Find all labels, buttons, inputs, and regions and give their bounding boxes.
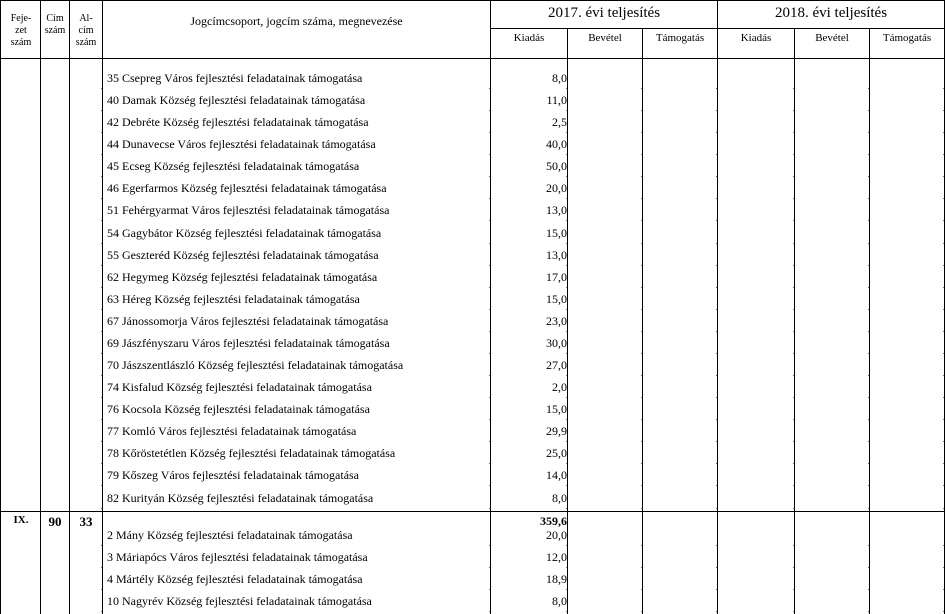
grid-tick [716, 220, 717, 221]
table-row-name: 45 Ecseg Község fejlesztési feladatainak támogatása [107, 159, 360, 174]
header-cim-l1: Cím [46, 13, 64, 24]
table-row-name: 54 Gagybátor Község fejlesztési feladatainak támogatása [107, 225, 382, 240]
grid-tick [566, 287, 567, 288]
table-row-name: 4 Mártély Község fejlesztési feladatainak támogatása [107, 572, 363, 586]
grid-tick [489, 132, 490, 133]
grid-tick [868, 485, 869, 486]
header-alcim [70, 13, 102, 49]
grid-tick [566, 397, 567, 398]
grid-tick [641, 88, 642, 89]
table-row-name: 42 Debréte Község fejlesztési feladatainak támogatása [107, 115, 369, 130]
table-row-value: 14,0 [546, 468, 567, 483]
grid-tick [793, 589, 794, 590]
grid-tick [793, 265, 794, 266]
header-title: Jogcímcsoport, jogcím száma, megnevezése [190, 14, 403, 28]
table-row-name: 79 Kőszeg Város fejlesztési feladatainak támogatása [107, 468, 360, 483]
grid-tick [641, 463, 642, 464]
header-fejezet [2, 13, 40, 49]
grid-tick [566, 353, 567, 354]
grid-tick [716, 611, 717, 612]
table-row-value: 17,0 [546, 269, 567, 284]
grid-tick [943, 88, 944, 89]
table-row-value: 27,0 [546, 358, 567, 373]
grid-tick [943, 110, 944, 111]
grid-tick [641, 176, 642, 177]
grid-tick [793, 485, 794, 486]
table-row-value: 15,0 [546, 291, 567, 306]
table-row-name: 77 Komló Város fejlesztési feladatainak támogatása [107, 424, 357, 439]
table-row-name: 76 Kocsola Község fejlesztési feladatainak támogatása [107, 402, 370, 417]
border-left [0, 0, 1, 614]
grid-tick [716, 110, 717, 111]
grid-tick [566, 545, 567, 546]
header-fejezet-l1: Feje- [10, 13, 32, 24]
header-alcim-l2: cím [78, 25, 94, 36]
col-line-5 [567, 28, 568, 614]
grid-tick [793, 110, 794, 111]
grid-tick [641, 353, 642, 354]
grid-tick [566, 611, 567, 612]
col-line-6 [642, 28, 643, 614]
grid-tick [716, 88, 717, 89]
grid-tick [868, 110, 869, 111]
table-row-name: 69 Jászfényszaru Város fejlesztési feladatainak támogatása [107, 335, 390, 350]
grid-tick [868, 154, 869, 155]
header-alcim-l3: szám [75, 37, 97, 48]
table-row-value: 23,0 [546, 313, 567, 328]
table-row-value: 15,0 [546, 225, 567, 240]
grid-tick [793, 463, 794, 464]
grid-tick [943, 375, 944, 376]
grid-tick [101, 287, 102, 288]
grid-tick [943, 589, 944, 590]
grid-tick [101, 110, 102, 111]
grid-tick [793, 220, 794, 221]
table-row-name: 78 Kőröstetétlen Község fejlesztési feladatainak támogatása [107, 446, 396, 461]
table-row-name: 62 Hegymeg Község fejlesztési feladatainak támogatása [107, 269, 378, 284]
grid-tick [943, 287, 944, 288]
table-row-name: 35 Csepreg Város fejlesztési feladatainak támogatása [107, 71, 363, 85]
grid-tick [793, 132, 794, 133]
grid-tick [641, 508, 642, 509]
table-row-value: 13,0 [546, 203, 567, 218]
grid-tick [489, 154, 490, 155]
grid-tick [641, 545, 642, 546]
grid-tick [868, 265, 869, 266]
grid-tick [943, 508, 944, 509]
grid-tick [101, 441, 102, 442]
grid-tick [943, 331, 944, 332]
grid-tick [793, 353, 794, 354]
grid-tick [868, 287, 869, 288]
grid-tick [943, 567, 944, 568]
grid-tick [793, 375, 794, 376]
grid-tick [868, 309, 869, 310]
grid-tick [793, 567, 794, 568]
grid-tick [868, 508, 869, 509]
grid-tick [489, 88, 490, 89]
grid-tick [943, 198, 944, 199]
grid-tick [943, 419, 944, 420]
grid-tick [489, 567, 490, 568]
grid-tick [489, 176, 490, 177]
grid-tick [489, 287, 490, 288]
col-line-3 [102, 0, 103, 614]
grid-tick [566, 441, 567, 442]
grid-tick [641, 220, 642, 221]
grid-tick [793, 243, 794, 244]
group-alcim: 33 [79, 514, 93, 529]
header-2017-tamogatas: Támogatás [655, 32, 705, 44]
col-line-9 [869, 28, 870, 614]
grid-tick [641, 485, 642, 486]
grid-tick [566, 375, 567, 376]
table-row-value: 15,0 [546, 402, 567, 417]
grid-tick [868, 441, 869, 442]
grid-tick [793, 287, 794, 288]
grid-tick [868, 198, 869, 199]
grid-tick [868, 331, 869, 332]
table-row-name: 3 Máriapócs Város fejlesztési feladatainak támogatása [107, 550, 368, 564]
grid-tick [943, 611, 944, 612]
grid-tick [716, 375, 717, 376]
grid-tick [943, 243, 944, 244]
grid-tick [101, 463, 102, 464]
grid-tick [868, 353, 869, 354]
grid-tick [868, 463, 869, 464]
header-fejezet-l2: zet [15, 25, 27, 36]
grid-tick [489, 611, 490, 612]
grid-tick [101, 545, 102, 546]
grid-tick [716, 265, 717, 266]
col-line-8 [794, 28, 795, 614]
grid-tick [489, 545, 490, 546]
grid-tick [943, 485, 944, 486]
table-row-name: 51 Fehérgyarmat Város fejlesztési feladatainak támogatása [107, 203, 390, 218]
grid-tick [489, 353, 490, 354]
grid-tick [641, 110, 642, 111]
grid-tick [868, 611, 869, 612]
grid-tick [943, 309, 944, 310]
header-2017-bevetel: Bevétel [588, 32, 622, 44]
grid-tick [489, 198, 490, 199]
table-row-value: 8,0 [552, 594, 567, 608]
table-row-value: 30,0 [546, 335, 567, 350]
grid-tick [943, 132, 944, 133]
grid-tick [566, 589, 567, 590]
table-row-value: 25,0 [546, 446, 567, 461]
grid-tick [566, 309, 567, 310]
table-row-value: 13,0 [546, 247, 567, 262]
grid-tick [489, 485, 490, 486]
grid-tick [489, 309, 490, 310]
header-year-2017: 2017. évi teljesítés [547, 5, 661, 21]
table-row-value: 2,5 [552, 115, 567, 130]
grid-tick [943, 220, 944, 221]
group-total: 359,6 [540, 514, 567, 528]
grid-tick [943, 545, 944, 546]
grid-tick [101, 397, 102, 398]
grid-tick [868, 397, 869, 398]
grid-tick [716, 463, 717, 464]
grid-tick [641, 287, 642, 288]
table-row-name: 46 Egerfarmos Község fejlesztési feladatainak támogatása [107, 181, 387, 196]
grid-tick [716, 508, 717, 509]
table-row-name: 70 Jászszentlászló Község fejlesztési feladatainak támogatása [107, 358, 404, 373]
grid-tick [641, 419, 642, 420]
grid-tick [943, 353, 944, 354]
table-row-name: 2 Mány Község fejlesztési feladatainak támogatása [107, 528, 353, 542]
grid-tick [489, 441, 490, 442]
grid-tick [716, 485, 717, 486]
grid-tick [716, 441, 717, 442]
header-bottom-border [0, 58, 945, 59]
grid-tick [641, 589, 642, 590]
grid-tick [101, 567, 102, 568]
header-year-2018: 2018. évi teljesítés [774, 5, 888, 21]
group-separator-line [0, 511, 945, 512]
grid-tick [566, 132, 567, 133]
table-row-value: 20,0 [546, 528, 567, 542]
grid-tick [716, 198, 717, 199]
grid-tick [943, 441, 944, 442]
group-fejezet: IX. [13, 514, 29, 526]
grid-tick [101, 176, 102, 177]
grid-tick [716, 397, 717, 398]
header-2017-kiadas: Kiadás [513, 32, 545, 44]
header-alcim-l1: Al- [79, 13, 93, 24]
header-2018-tamogatas: Támogatás [882, 32, 932, 44]
grid-tick [868, 567, 869, 568]
table-row-value: 50,0 [546, 159, 567, 174]
grid-tick [641, 567, 642, 568]
table-row-name: 63 Héreg Község fejlesztési feladatainak támogatása [107, 291, 360, 306]
grid-tick [641, 309, 642, 310]
grid-tick [868, 220, 869, 221]
grid-tick [566, 485, 567, 486]
table-row-name: 82 Kurityán Község fejlesztési feladatainak támogatása [107, 490, 374, 505]
grid-tick [793, 198, 794, 199]
header-fejezet-l3: szám [10, 37, 32, 48]
grid-tick [641, 397, 642, 398]
grid-tick [793, 419, 794, 420]
grid-tick [101, 485, 102, 486]
grid-tick [943, 154, 944, 155]
grid-tick [101, 198, 102, 199]
grid-tick [716, 154, 717, 155]
grid-tick [566, 331, 567, 332]
grid-tick [793, 397, 794, 398]
grid-tick [868, 243, 869, 244]
grid-tick [793, 176, 794, 177]
table-row-value: 8,0 [552, 490, 567, 505]
header-cim-l2: szám [44, 25, 66, 36]
grid-tick [101, 331, 102, 332]
table-row-value: 2,0 [552, 380, 567, 395]
grid-tick [566, 419, 567, 420]
grid-tick [101, 243, 102, 244]
grid-tick [716, 287, 717, 288]
grid-tick [489, 331, 490, 332]
grid-tick [566, 243, 567, 244]
grid-tick [943, 463, 944, 464]
grid-tick [489, 375, 490, 376]
grid-tick [868, 88, 869, 89]
grid-tick [943, 397, 944, 398]
grid-tick [868, 176, 869, 177]
grid-tick [641, 611, 642, 612]
grid-tick [641, 198, 642, 199]
grid-tick [641, 375, 642, 376]
grid-tick [943, 265, 944, 266]
grid-tick [793, 611, 794, 612]
table-row-name: 44 Dunavecse Város fejlesztési feladatainak támogatása [107, 137, 376, 152]
grid-tick [716, 176, 717, 177]
table-row-name: 55 Geszteréd Község fejlesztési feladatainak támogatása [107, 247, 379, 262]
grid-tick [716, 567, 717, 568]
grid-tick [868, 419, 869, 420]
grid-tick [101, 309, 102, 310]
grid-tick [868, 375, 869, 376]
grid-tick [793, 309, 794, 310]
grid-tick [566, 508, 567, 509]
grid-tick [101, 353, 102, 354]
table-row-value: 20,0 [546, 181, 567, 196]
grid-tick [793, 154, 794, 155]
grid-tick [566, 110, 567, 111]
grid-tick [716, 331, 717, 332]
grid-tick [641, 441, 642, 442]
grid-tick [101, 419, 102, 420]
grid-tick [641, 331, 642, 332]
grid-tick [566, 198, 567, 199]
grid-tick [489, 243, 490, 244]
grid-tick [489, 508, 490, 509]
grid-tick [641, 265, 642, 266]
grid-tick [489, 419, 490, 420]
header-top-border [0, 0, 945, 1]
grid-tick [489, 220, 490, 221]
grid-tick [101, 508, 102, 509]
grid-tick [943, 176, 944, 177]
grid-tick [566, 567, 567, 568]
grid-tick [101, 611, 102, 612]
grid-tick [793, 441, 794, 442]
col-line-7 [717, 0, 718, 614]
grid-tick [868, 545, 869, 546]
grid-tick [793, 331, 794, 332]
table-row-value: 12,0 [546, 550, 567, 564]
grid-tick [566, 265, 567, 266]
header-2018-bevetel: Bevétel [815, 32, 849, 44]
group-cim: 90 [48, 514, 62, 529]
grid-tick [641, 243, 642, 244]
grid-tick [101, 88, 102, 89]
grid-tick [489, 463, 490, 464]
table-row-value: 29,9 [546, 424, 567, 439]
grid-tick [716, 132, 717, 133]
grid-tick [489, 265, 490, 266]
grid-tick [716, 353, 717, 354]
table-row-name: 67 Jánossomorja Város fejlesztési feladatainak támogatása [107, 313, 389, 328]
grid-tick [566, 463, 567, 464]
grid-tick [793, 508, 794, 509]
grid-tick [716, 545, 717, 546]
grid-tick [868, 589, 869, 590]
grid-tick [101, 132, 102, 133]
header-cim [41, 13, 69, 37]
grid-tick [716, 309, 717, 310]
grid-tick [566, 154, 567, 155]
grid-tick [716, 419, 717, 420]
grid-tick [566, 220, 567, 221]
table-row-value: 18,9 [546, 572, 567, 586]
grid-tick [101, 589, 102, 590]
grid-tick [489, 397, 490, 398]
table-row-value: 11,0 [546, 93, 567, 108]
table-row-name: 10 Nagyrév Község fejlesztési feladatainak támogatása [107, 594, 372, 608]
grid-tick [716, 589, 717, 590]
grid-tick [716, 243, 717, 244]
grid-tick [641, 132, 642, 133]
grid-tick [101, 265, 102, 266]
header-2018-kiadas: Kiadás [740, 32, 772, 44]
table-row-value: 8,0 [552, 71, 567, 85]
grid-tick [793, 88, 794, 89]
grid-tick [101, 375, 102, 376]
grid-tick [793, 545, 794, 546]
grid-tick [101, 220, 102, 221]
table-row-value: 40,0 [546, 137, 567, 152]
table-row-name: 40 Damak Község fejlesztési feladatainak támogatása [107, 93, 366, 108]
grid-tick [566, 88, 567, 89]
grid-tick [868, 132, 869, 133]
grid-tick [641, 154, 642, 155]
table-row-name: 74 Kisfalud Község fejlesztési feladatainak támogatása [107, 380, 372, 395]
grid-tick [101, 154, 102, 155]
grid-tick [489, 110, 490, 111]
grid-tick [489, 589, 490, 590]
grid-tick [566, 176, 567, 177]
